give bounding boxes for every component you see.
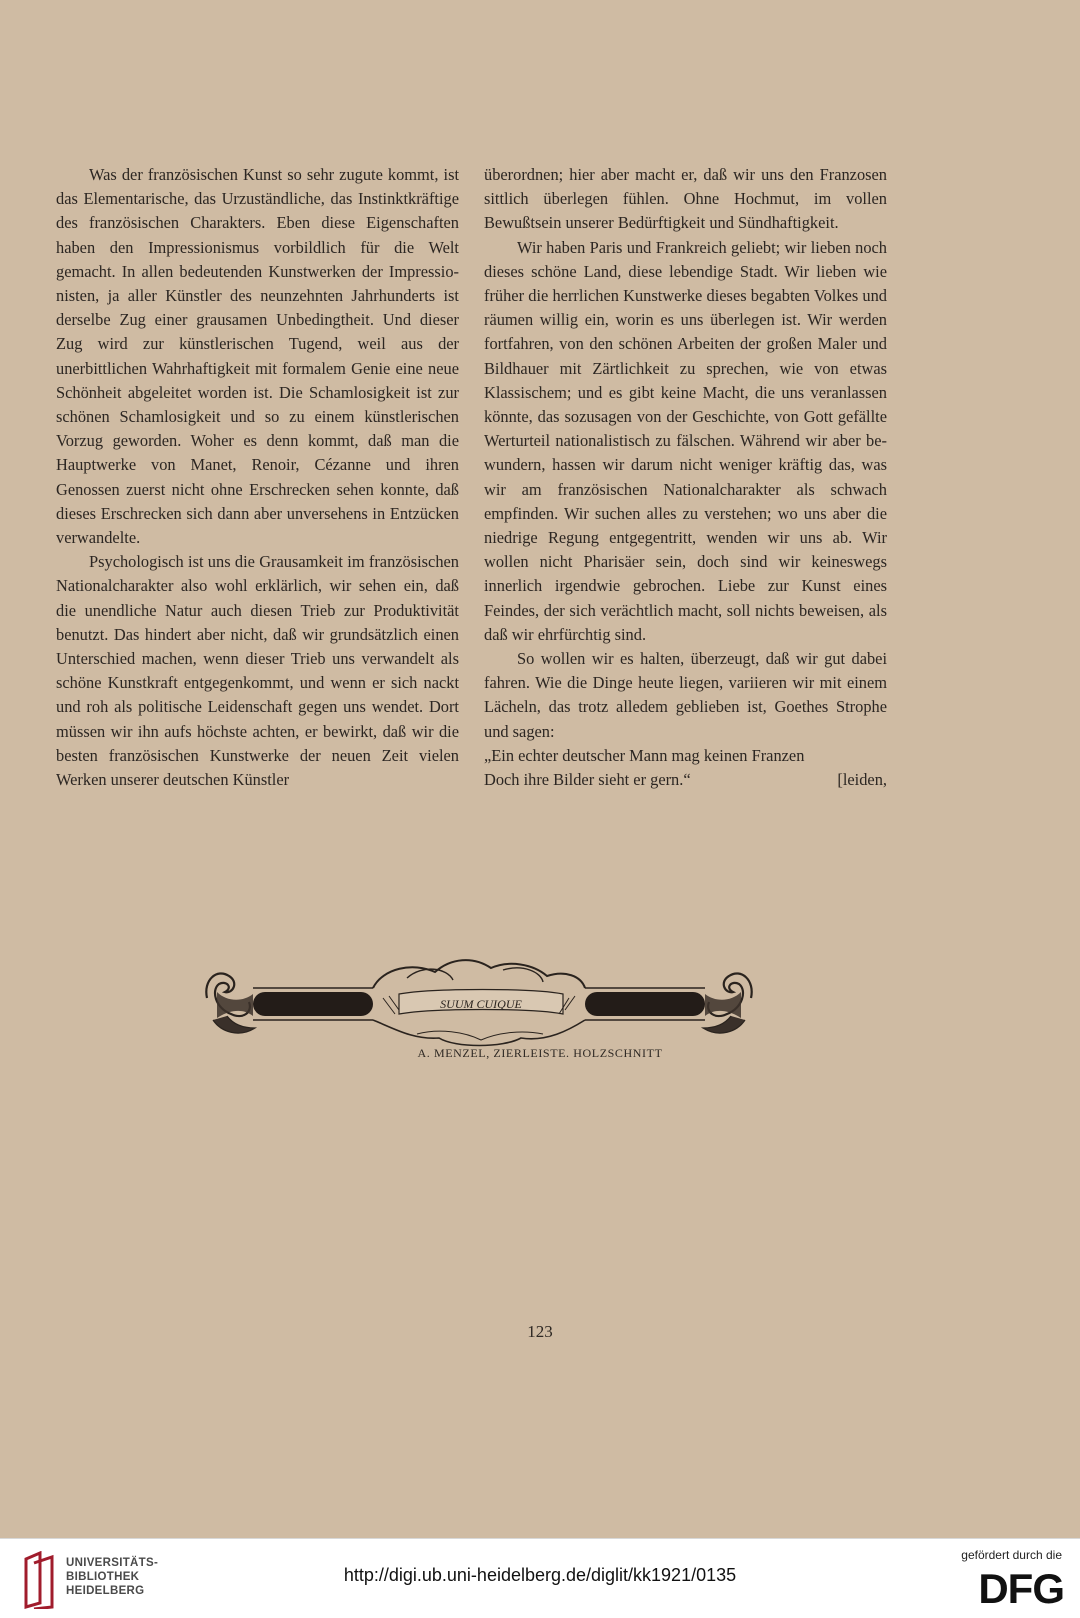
- verse-line-2: [484, 768, 887, 792]
- library-line-3: HEIDELBERG: [66, 1585, 145, 1597]
- ornament-caption: A. MENZEL, ZIERLEISTE. HOLZSCHNITT: [417, 1046, 663, 1060]
- left-text-column: [56, 163, 459, 792]
- right-text-column: [484, 163, 887, 792]
- paragraph: Was der französischen Kunst so sehr zugute kommt, ist das Elementarische, das Urzuständliche, das Instinktkräftige des französischen Charakters. Eben diese Eigenschaften haben den Impressionismus vorbildlich für die Welt gemacht. In allen bedeutenden Kunstwerken der Impressionisten, ja aller Künstler des neunzehnten Jahrhunderts ist derselbe Zug einer grausamen Unbedingtheit. Und dieser Zug wird zur künstlerischen Tugend, weil aus der unerbittlichen Wahrhaftigkeit mit formalem Genie eine neue Schönheit abgeleitet worden ist. Die Schamlosigkeit ist zur schönen Schamlosigkeit und so zu einem künstlerischen Vorzug geworden. Woher es denn kommt, daß man die Hauptwerke von Manet, Renoir, Cézanne und ihren Genossen zuerst nicht ohne Erschrecken sehen konnte, daß dieses Erschrecken sich dann aber unversehens in Entzücken verwandelte.: [56, 165, 459, 548]
- library-line-1: UNIVERSITÄTS-: [66, 1557, 159, 1569]
- paragraph: Psychologisch ist uns die Grausamkeit im französischen Nationalcharakter also wohl erklärlich, wir sehen ein, daß die unendliche Natur auch diesen Trieb zur Produktivität benutzt. Das hindert aber nicht, daß wir grundsätzlich einen Unterschied machen, wenn dieser Trieb uns verwandelt als schöne Kunstkraft entgegenkommt, und wenn er sich nackt und roh als politische Leidenschaft gegen uns wendet. Dort müssen wir ihn aufs höchste achten, er bewirkt, daß wir die besten französischen Kunstwerke der neuen Zeit vielen Werken unserer deutschen Künstler: [56, 552, 459, 790]
- viewer-footer: [0, 1538, 1080, 1618]
- verse-line-1: „Ein echter deutscher Mann mag keinen Franzen: [484, 745, 805, 765]
- permalink-url[interactable]: http://digi.ub.uni-heidelberg.de/diglit/kk1921/0135: [343, 1565, 737, 1585]
- motto-text: SUUM CUIQUE: [440, 997, 522, 1011]
- dfg-logo: DFG: [978, 1565, 1064, 1612]
- library-line-2: BIBLIOTHEK: [66, 1571, 140, 1583]
- central-rocaille: [373, 960, 585, 988]
- paragraph: überordnen; hier aber macht er, daß wir uns den Franzosen sittlich überlegen fühlen. Ohne Hochmut, im vollen Bewußtsein unserer Bedürftigkeit und Sündhaftigkeit.: [484, 165, 887, 233]
- right-dark-bar: [585, 992, 705, 1016]
- menzel-ornament: [203, 958, 755, 1050]
- verse-line-2-text: Doch ihre Bilder sieht er gern.“: [484, 770, 691, 790]
- left-dark-bar: [253, 992, 373, 1016]
- funding-label: gefördert durch die: [961, 1548, 1062, 1562]
- page-number: 123: [527, 1322, 553, 1341]
- paragraph: So wollen wir es halten, überzeugt, daß wir gut dabei fahren. Wie die Dinge heute liegen, variieren wir mit einem Lächeln, das trotz alledem geblieben ist, Goethes Strophe und sagen:: [484, 649, 887, 741]
- paragraph: Wir haben Paris und Frankreich geliebt; wir lieben noch dieses schöne Land, diese lebendige Stadt. Wir lieben wie früher die herrlichen Kunstwerke dieses begabten Volkes und räumen willig ein, worin es uns überlegen ist. Wir werden fortfahren, von den schönen Arbeiten der großen Maler und Bildhauer mit Zärtlichkeit zu sprechen, wie von etwas Klassischem; und es gibt keine Macht, die uns veranlassen könnte, das sozusagen von der Geschichte, von Gott gefällte Werturteil nationalistisch zu fälschen. Während wir aber bewundern, hassen wir darum nicht weniger kräftig das, was wir am französischen Nationalcharakter als schwach empfinden. Wir suchen alles zu verstehen; wo uns aber die niedrige Regung entgegentritt, wenden wir uns ab. Wir wollen nicht Pharisäer sein, doch sind wir keineswegs innerlich irgendwie gebrochen. Liebe zur Kunst eines Feindes, der sich verächtlich macht, soll nichts beweisen, als daß wir ehrfürchtig sind.: [484, 237, 887, 644]
- verse-overflow: [leiden,: [837, 770, 887, 790]
